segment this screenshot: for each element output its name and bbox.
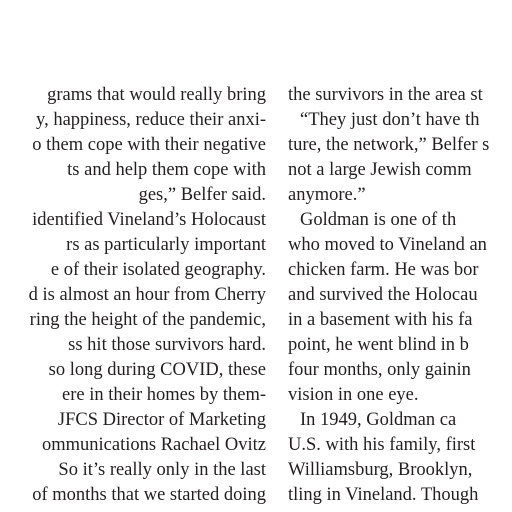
text-line: ts and help them cope with xyxy=(67,160,266,180)
text-line: point, he went blind in b xyxy=(288,335,469,355)
text-line: so long during COVID, these xyxy=(48,360,266,380)
text-line: not a large Jewish comm xyxy=(288,160,472,180)
text-line: grams that would really bring xyxy=(47,85,266,105)
text-line: ss hit those survivors hard. xyxy=(68,335,266,355)
text-line: So it’s really only in the last xyxy=(58,460,266,480)
text-line: “They just don’t have th xyxy=(300,110,480,130)
text-line: y, happiness, reduce their anxi- xyxy=(36,110,266,130)
text-line: In 1949, Goldman ca xyxy=(300,410,457,430)
text-line: in a basement with his fa xyxy=(288,310,473,330)
text-line: ges,” Belfer said. xyxy=(138,185,266,205)
text-line: rs as particularly important xyxy=(66,235,266,255)
text-line: anymore.” xyxy=(288,185,366,205)
text-line: JFCS Director of Marketing xyxy=(57,410,266,430)
text-line: of months that we started doing xyxy=(32,485,266,505)
text-line: Williamsburg, Brooklyn, xyxy=(288,460,473,480)
text-line: ture, the network,” Belfer s xyxy=(288,135,490,155)
text-line: Goldman is one of th xyxy=(300,210,457,230)
text-line: o them cope with their negative xyxy=(32,135,266,155)
text-line: and survived the Holocau xyxy=(288,285,478,305)
text-line: who moved to Vineland an xyxy=(288,235,487,255)
text-line: tling in Vineland. Though xyxy=(288,485,479,505)
text-line: the survivors in the area st xyxy=(288,85,483,105)
text-line: ommunications Rachael Ovitz xyxy=(42,435,266,455)
text-line: d is almost an hour from Cherry xyxy=(28,285,266,305)
article-column-right xyxy=(288,0,512,512)
text-line: ring the height of the pandemic, xyxy=(29,310,266,330)
text-line: e of their isolated geography. xyxy=(50,260,266,280)
text-line: chicken farm. He was bor xyxy=(288,260,479,280)
text-line: identified Vineland’s Holocaust xyxy=(32,210,266,230)
text-line: vision in one eye. xyxy=(288,385,419,405)
text-line: ere in their homes by them- xyxy=(62,385,266,405)
text-line: four months, only gainin xyxy=(288,360,471,380)
text-line: U.S. with his family, first xyxy=(288,435,476,455)
